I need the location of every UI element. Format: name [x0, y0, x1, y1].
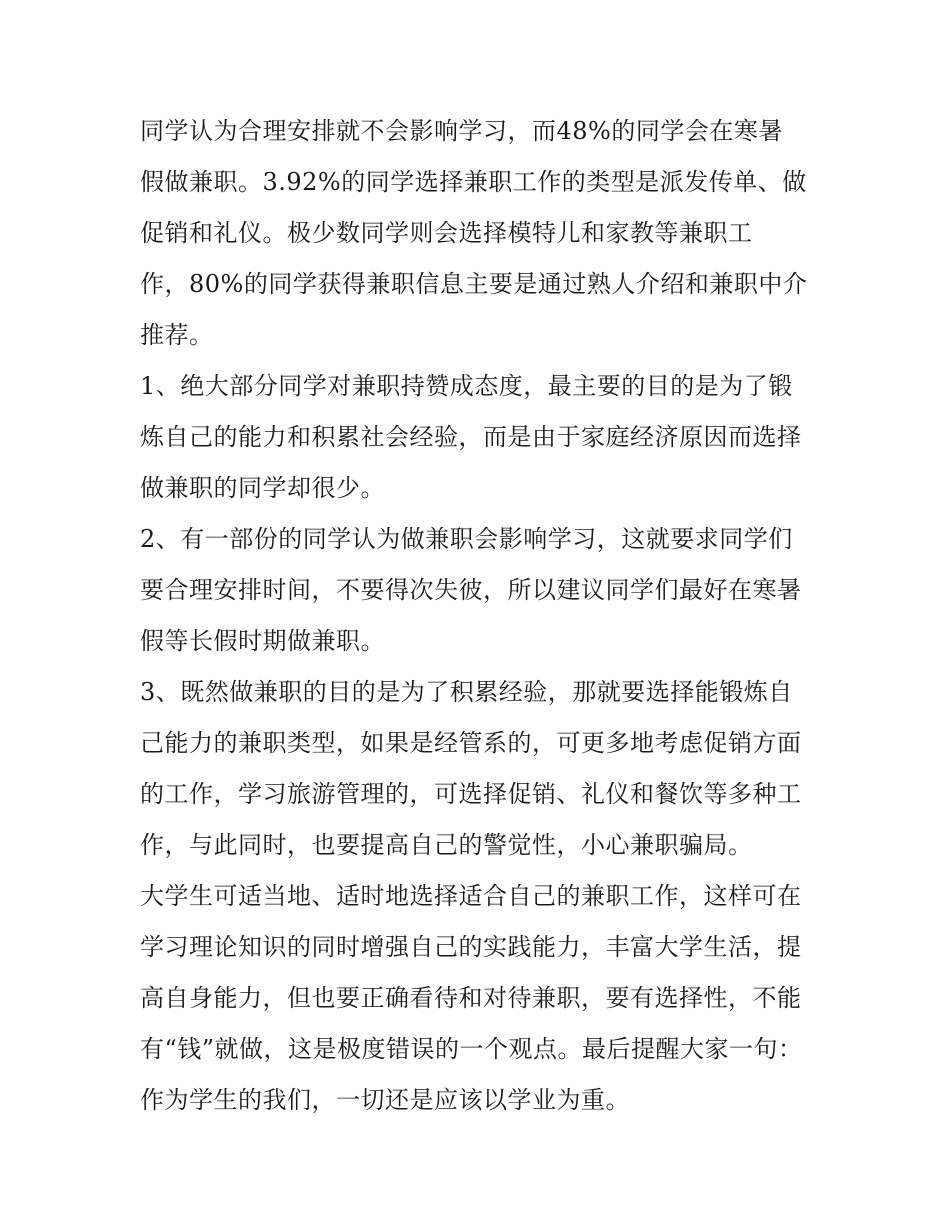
text-line: 推荐。	[140, 321, 214, 349]
text-line: 的工作，学习旅游管理的，可选择促销、礼仪和餐饮等多种工	[140, 780, 802, 808]
text-line: 要合理安排时间，不要得次失彼，所以建议同学们最好在寒暑	[140, 576, 802, 604]
text-line: 作，80%的同学获得兼职信息主要是通过熟人介绍和兼职中介	[140, 270, 808, 298]
text-line: 2、有一部份的同学认为做兼职会影响学习，这就要求同学们	[140, 525, 793, 553]
text-line: 同学认为合理安排就不会影响学习，而48%的同学会在寒暑	[140, 117, 783, 145]
text-line: 促销和礼仪。极少数同学则会选择模特儿和家教等兼职工	[140, 219, 753, 247]
text-line: 1、绝大部分同学对兼职持赞成态度，最主要的目的是为了锻	[140, 372, 793, 400]
text-line: 己能力的兼职类型，如果是经管系的，可更多地考虑促销方面	[140, 729, 802, 757]
text-line: 有“钱”就做，这是极度错误的一个观点。最后提醒大家一句：	[140, 1035, 803, 1063]
text-line: 假等长假时期做兼职。	[140, 627, 385, 655]
text-line: 炼自己的能力和积累社会经验，而是由于家庭经济原因而选择	[140, 423, 802, 451]
text-line: 假做兼职。3.92%的同学选择兼职工作的类型是派发传单、做	[140, 168, 807, 196]
text-line: 大学生可适当地、适时地选择适合自己的兼职工作，这样可在	[140, 882, 802, 910]
text-line: 作，与此同时，也要提高自己的警觉性，小心兼职骗局。	[140, 831, 753, 859]
text-line: 做兼职的同学却很少。	[140, 474, 385, 502]
text-line: 高自身能力，但也要正确看待和对待兼职，要有选择性，不能	[140, 984, 802, 1012]
text-line: 3、既然做兼职的目的是为了积累经验，那就要选择能锻炼自	[140, 678, 793, 706]
text-line: 作为学生的我们，一切还是应该以学业为重。	[140, 1086, 630, 1114]
document-body	[140, 106, 820, 1126]
text-line: 学习理论知识的同时增强自己的实践能力，丰富大学生活，提	[140, 933, 802, 961]
